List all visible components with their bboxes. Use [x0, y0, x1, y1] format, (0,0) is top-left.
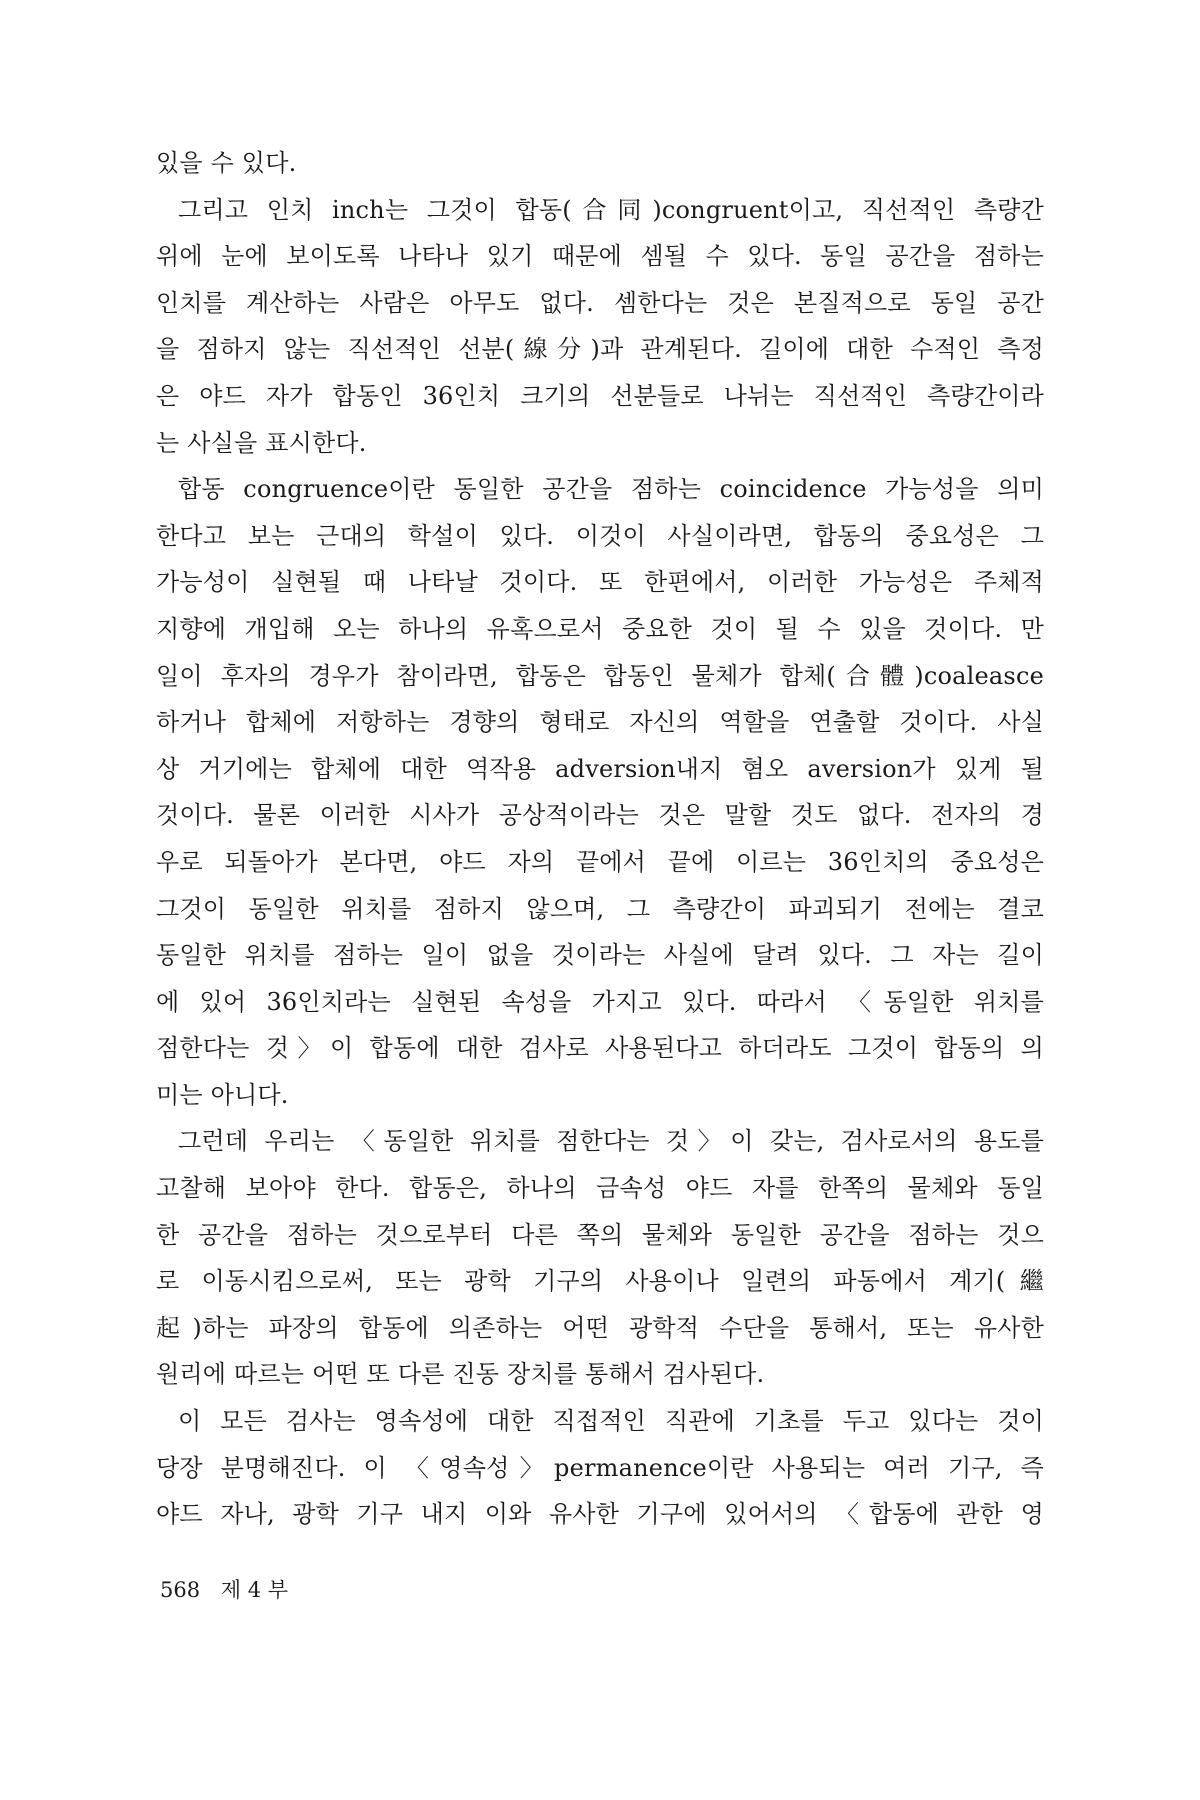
page-number: 568: [160, 1578, 201, 1602]
text-line: 위에 눈에 보이도록 나타나 있기 때문에 셈될 수 있다. 동일 공간을 점하는: [156, 242, 1044, 271]
text-line: 는 사실을 표시한다.: [156, 428, 367, 457]
text-line: 지향에 개입해 오는 하나의 유혹으로서 중요한 것이 될 수 있을 것이다. 만: [156, 614, 1044, 643]
text-line: 합동 congruence이란 동일한 공간을 점하는 coincidence 가능성을 의미: [178, 475, 1044, 504]
text-line: 것이다. 물론 이러한 시사가 공상적이라는 것은 말할 것도 없다. 전자의 경: [156, 801, 1044, 830]
text-line: 가능성이 실현될 때 나타날 것이다. 또 한편에서, 이러한 가능성은 주체적: [156, 568, 1044, 597]
text-line: 상 거기에는 합체에 대한 역작용 adversion내지 혐오 aversion가 있게 될: [156, 754, 1044, 783]
text-line: 동일한 위치를 점하는 일이 없을 것이라는 사실에 달려 있다. 그 자는 길이: [156, 941, 1044, 970]
text-line: 우로 되돌아가 본다면, 야드 자의 끝에서 끝에 이르는 36인치의 중요성은: [156, 847, 1044, 876]
text-line: 원리에 따르는 어떤 또 다른 진동 장치를 통해서 검사된다.: [156, 1360, 765, 1389]
text-line: 은 야드 자가 합동인 36인치 크기의 선분들로 나뉘는 직선적인 측량간이라: [156, 381, 1044, 410]
text-line: 일이 후자의 경우가 참이라면, 합동은 합동인 물체가 합체(合體)coaleasce: [156, 661, 1044, 690]
text-line: 점한다는 것〉이 합동에 대한 검사로 사용된다고 하더라도 그것이 합동의 의: [156, 1034, 1044, 1063]
section-label: 제 4 부: [220, 1578, 289, 1602]
text-line: 한다고 보는 근대의 학설이 있다. 이것이 사실이라면, 합동의 중요성은 그: [156, 521, 1044, 550]
page-footer: [160, 1574, 288, 1604]
text-line: 그런데 우리는 〈동일한 위치를 점한다는 것〉이 갖는, 검사로서의 용도를: [178, 1127, 1044, 1156]
text-line: 미는 아니다.: [156, 1080, 289, 1109]
text-line: 당장 분명해진다. 이 〈영속성〉permanence이란 사용되는 여러 기구, 즉: [156, 1453, 1044, 1482]
text-line: 그것이 동일한 위치를 점하지 않으며, 그 측량간이 파괴되기 전에는 결코: [156, 894, 1044, 923]
body-text: [156, 140, 1044, 1538]
text-line: 있을 수 있다.: [156, 149, 297, 177]
text-line: 야드 자나, 광학 기구 내지 이와 유사한 기구에 있어서의 〈합동에 관한 영: [156, 1500, 1044, 1529]
text-line: 한 공간을 점하는 것으로부터 다른 쪽의 물체와 동일한 공간을 점하는 것으: [156, 1220, 1044, 1249]
text-line: 인치를 계산하는 사람은 아무도 없다. 셈한다는 것은 본질적으로 동일 공간: [156, 288, 1044, 317]
text-line: 하거나 합체에 저항하는 경향의 형태로 자신의 역할을 연출할 것이다. 사실: [156, 708, 1044, 737]
text-line: 에 있어 36인치라는 실현된 속성을 가지고 있다. 따라서 〈동일한 위치를: [156, 987, 1044, 1016]
text-line: 起)하는 파장의 합동에 의존하는 어떤 광학적 수단을 통해서, 또는 유사한: [156, 1313, 1044, 1342]
text-line: 고찰해 보아야 한다. 합동은, 하나의 금속성 야드 자를 한쪽의 물체와 동일: [156, 1174, 1044, 1203]
text-line: 을 점하지 않는 직선적인 선분(線分)과 관계된다. 길이에 대한 수적인 측정: [156, 335, 1044, 364]
text-line: 로 이동시킴으로써, 또는 광학 기구의 사용이나 일련의 파동에서 계기(繼: [156, 1267, 1044, 1296]
text-line: 그리고 인치 inch는 그것이 합동(合同)congruent이고, 직선적인 측량간: [178, 195, 1044, 224]
text-line: 이 모든 검사는 영속성에 대한 직접적인 직관에 기초를 두고 있다는 것이: [178, 1407, 1044, 1436]
